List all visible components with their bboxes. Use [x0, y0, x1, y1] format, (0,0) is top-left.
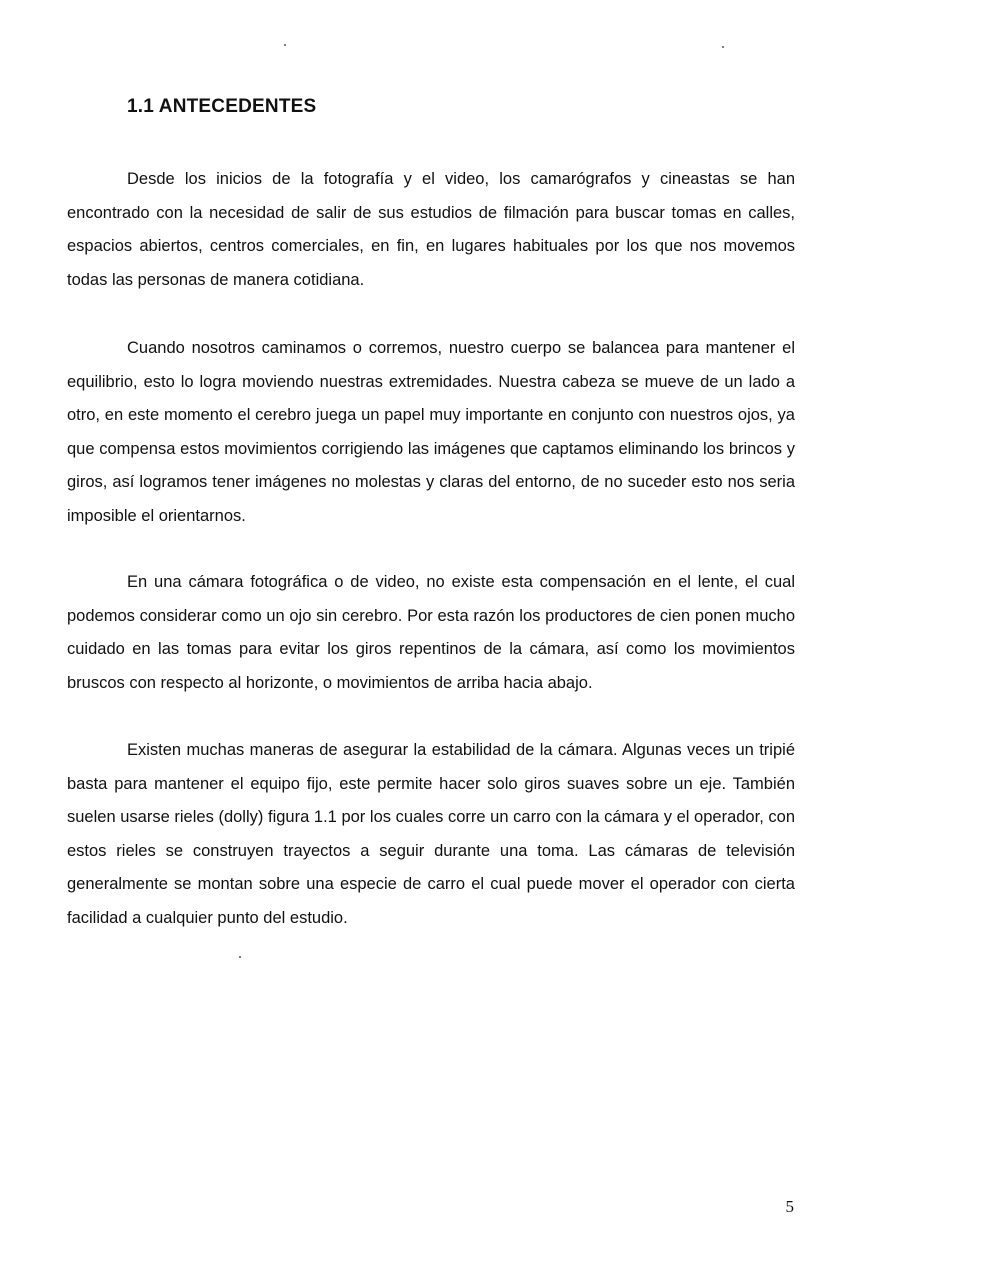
- section-heading: 1.1 ANTECEDENTES: [127, 96, 317, 117]
- scan-speck: [722, 46, 724, 48]
- scan-speck: [284, 44, 286, 46]
- page-number: 5: [785, 1197, 794, 1216]
- body-paragraph: En una cámara fotográfica o de video, no existe esta compensación en el lente, el cual podemos considerar como un ojo sin cerebro. Por esta razón los productores de cien ponen mucho cuidado en las tomas para evitar los giros repentinos de la cámara, así como los movimientos bruscos con respecto al horizonte, o movimientos de arriba hacia abajo.: [67, 573, 795, 692]
- scan-speck: [239, 956, 241, 958]
- body-paragraph: Cuando nosotros caminamos o corremos, nuestro cuerpo se balancea para mantener el equilibrio, esto lo logra moviendo nuestras extremidades. Nuestra cabeza se mueve de un lado a otro, en este momento el cerebro juega un papel muy importante en conjunto con nuestros ojos, ya que compensa estos movimientos corrigiendo las imágenes que captamos eliminando los brincos y giros, así logramos tener imágenes no molestas y claras del entorno, de no suceder esto nos seria imposible el orientarnos.: [67, 339, 795, 525]
- body-paragraph: Desde los inicios de la fotografía y el video, los camarógrafos y cineastas se han encontrado con la necesidad de salir de sus estudios de filmación para buscar tomas en calles, espacios abiertos, centros comerciales, en fin, en lugares habituales por los que nos movemos todas las personas de manera cotidiana.: [67, 170, 795, 289]
- body-paragraph: Existen muchas maneras de asegurar la estabilidad de la cámara. Algunas veces un tripié basta para mantener el equipo fijo, este permite hacer solo giros suaves sobre un eje. También suelen usarse rieles (dolly) figura 1.1 por los cuales corre un carro con la cámara y el operador, con estos rieles se construyen trayectos a seguir durante una toma. Las cámaras de televisión generalmente se montan sobre una especie de carro el cual puede mover el operador con cierta facilidad a cualquier punto del estudio.: [67, 741, 795, 927]
